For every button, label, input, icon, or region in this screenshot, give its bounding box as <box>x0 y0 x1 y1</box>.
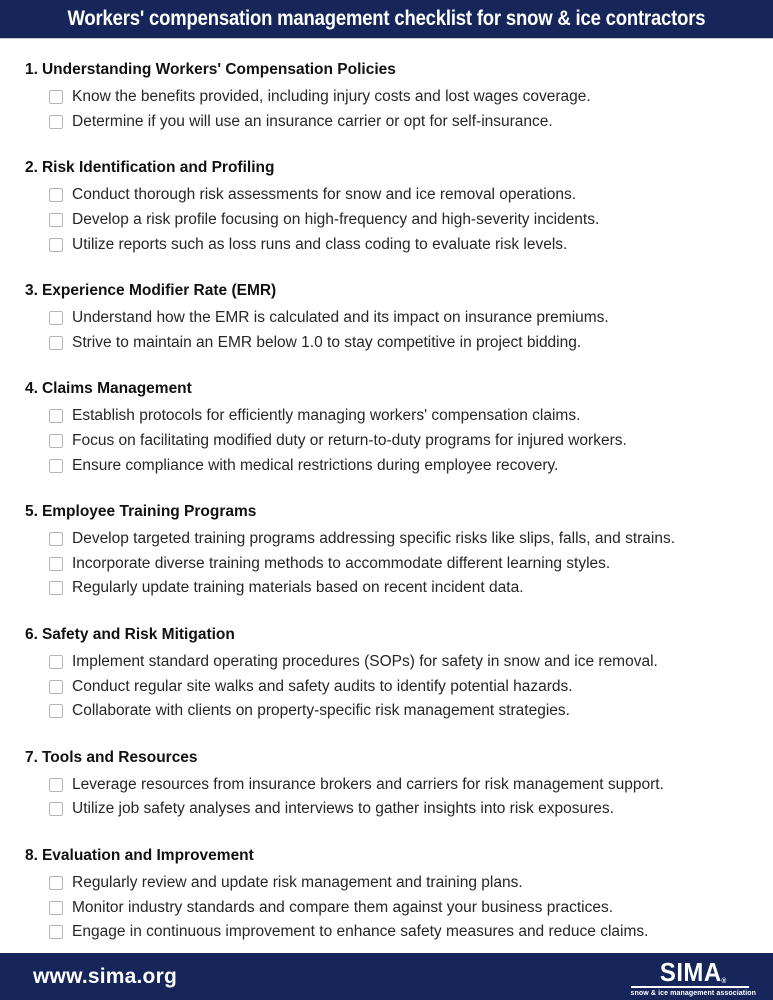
section-items <box>25 773 763 822</box>
checkbox-unchecked[interactable] <box>49 336 63 350</box>
section-items <box>25 306 763 355</box>
section-items <box>25 183 763 257</box>
checklist-item <box>25 183 763 208</box>
checklist-item <box>25 920 763 945</box>
page-title: Workers' compensation management checklist for snow & ice contractors <box>67 7 706 30</box>
checklist-item-text: Collaborate with clients on property-specific risk management strategies. <box>72 702 570 720</box>
section-number: 1. <box>25 61 38 78</box>
checkbox-unchecked[interactable] <box>49 704 63 718</box>
footer-url: www.sima.org <box>33 964 177 988</box>
checklist-section <box>25 60 763 134</box>
checklist-item-text: Utilize reports such as loss runs and class coding to evaluate risk levels. <box>72 235 568 253</box>
section-title: Experience Modifier Rate (EMR) <box>41 281 277 299</box>
checkbox-unchecked[interactable] <box>49 115 63 129</box>
checklist-section <box>25 379 763 478</box>
section-number: 5. <box>25 502 38 520</box>
checklist-section <box>25 281 763 355</box>
checklist-item <box>25 85 763 110</box>
checklist-item <box>25 232 763 257</box>
checklist-item <box>25 797 763 822</box>
section-heading <box>25 379 763 399</box>
checklist-item-text: Develop targeted training programs addressing specific risks like slips, falls, and strains. <box>72 530 676 548</box>
checklist-section <box>25 502 763 601</box>
checkbox-unchecked[interactable] <box>49 311 63 325</box>
sima-tagline: snow & ice management association <box>630 989 756 997</box>
checklist-item <box>25 404 763 429</box>
section-title: Understanding Workers' Compensation Policies <box>41 61 396 78</box>
checkbox-unchecked[interactable] <box>49 901 63 915</box>
checklist-item <box>25 895 763 920</box>
section-items <box>25 85 763 134</box>
section-heading <box>25 502 763 522</box>
section-title: Claims Management <box>41 380 192 398</box>
sima-logo <box>631 957 756 997</box>
checklist-item-text: Regularly update training materials based on recent incident data. <box>72 579 524 597</box>
section-number: 6. <box>25 625 38 643</box>
section-number: 2. <box>25 159 38 177</box>
checkbox-unchecked[interactable] <box>49 459 63 473</box>
section-title: Tools and Resources <box>41 748 198 766</box>
checklist-item <box>25 453 763 478</box>
footer-bar <box>0 953 773 1000</box>
checklist-item-text: Focus on facilitating modified duty or return-to-duty programs for injured workers. <box>72 432 627 450</box>
checkbox-unchecked[interactable] <box>49 778 63 792</box>
checklist-item <box>25 650 763 675</box>
section-items <box>25 871 763 945</box>
checklist-item-text: Ensure compliance with medical restrictions during employee recovery. <box>72 456 559 474</box>
section-heading <box>25 158 763 178</box>
section-title: Employee Training Programs <box>41 502 257 520</box>
checklist-section <box>25 625 763 724</box>
section-heading <box>25 748 763 768</box>
checkbox-unchecked[interactable] <box>49 802 63 816</box>
checklist-item-text: Develop a risk profile focusing on high-frequency and high-severity incidents. <box>72 211 600 229</box>
checklist-item <box>25 552 763 577</box>
section-number: 8. <box>25 846 38 864</box>
checklist-item-text: Regularly review and update risk management and training plans. <box>72 873 523 891</box>
checklist-item <box>25 110 763 135</box>
registered-mark-icon: ® <box>721 977 727 985</box>
sima-logo-wordmark <box>659 956 727 987</box>
section-items <box>25 527 763 601</box>
section-heading <box>25 846 763 866</box>
checklist-item-text: Conduct regular site walks and safety audits to identify potential hazards. <box>72 677 573 695</box>
checkbox-unchecked[interactable] <box>49 581 63 595</box>
checkbox-unchecked[interactable] <box>49 557 63 571</box>
checklist-item <box>25 306 763 331</box>
checklist-item <box>25 576 763 601</box>
checklist-item <box>25 527 763 552</box>
checkbox-unchecked[interactable] <box>49 434 63 448</box>
checklist-item-text: Engage in continuous improvement to enhance safety measures and reduce claims. <box>72 923 649 941</box>
section-number: 4. <box>25 380 38 398</box>
checkbox-unchecked[interactable] <box>49 238 63 252</box>
checklist-item-text: Conduct thorough risk assessments for snow and ice removal operations. <box>72 186 576 204</box>
checkbox-unchecked[interactable] <box>49 213 63 227</box>
section-title: Safety and Risk Mitigation <box>41 625 235 643</box>
checkbox-unchecked[interactable] <box>49 90 63 104</box>
checklist-item <box>25 871 763 896</box>
checklist-item-text: Leverage resources from insurance brokers and carriers for risk management support. <box>72 775 664 793</box>
section-items <box>25 650 763 724</box>
checklist-item-text: Establish protocols for efficiently managing workers' compensation claims. <box>72 407 581 425</box>
section-title: Risk Identification and Profiling <box>41 159 275 177</box>
checklist-item-text: Monitor industry standards and compare them against your business practices. <box>72 898 614 916</box>
checklist-section <box>25 748 763 822</box>
checkbox-unchecked[interactable] <box>49 680 63 694</box>
checklist-item <box>25 773 763 798</box>
section-items <box>25 404 763 478</box>
checklist-item-text: Incorporate diverse training methods to accommodate different learning styles. <box>72 554 611 572</box>
checklist-item <box>25 331 763 356</box>
checklist-item-text: Implement standard operating procedures (SOPs) for safety in snow and ice removal. <box>72 653 658 671</box>
section-heading <box>25 60 763 80</box>
section-title: Evaluation and Improvement <box>41 846 254 864</box>
checklist-content <box>0 39 773 944</box>
checklist-item-text: Determine if you will use an insurance carrier or opt for self-insurance. <box>72 112 553 130</box>
checklist-item <box>25 699 763 724</box>
checkbox-unchecked[interactable] <box>49 188 63 202</box>
section-number: 3. <box>25 281 38 299</box>
header-bar <box>0 0 773 39</box>
checklist-item-text: Know the benefits provided, including injury costs and lost wages coverage. <box>72 88 591 106</box>
checkbox-unchecked[interactable] <box>49 876 63 890</box>
checkbox-unchecked[interactable] <box>49 409 63 423</box>
checklist-item <box>25 429 763 454</box>
checkbox-unchecked[interactable] <box>49 532 63 546</box>
sima-logo-text: SIMA <box>659 956 722 987</box>
checklist-item <box>25 674 763 699</box>
section-heading <box>25 281 763 301</box>
checklist-section <box>25 846 763 945</box>
checkbox-unchecked[interactable] <box>49 655 63 669</box>
checklist-section <box>25 158 763 257</box>
checklist-item-text: Understand how the EMR is calculated and its impact on insurance premiums. <box>72 309 609 327</box>
section-heading <box>25 625 763 645</box>
checkbox-unchecked[interactable] <box>49 925 63 939</box>
checklist-item-text: Utilize job safety analyses and interviews to gather insights into risk exposures. <box>72 800 614 818</box>
checklist-item <box>25 208 763 233</box>
section-number: 7. <box>25 748 38 766</box>
checklist-item-text: Strive to maintain an EMR below 1.0 to stay competitive in project bidding. <box>72 333 582 351</box>
